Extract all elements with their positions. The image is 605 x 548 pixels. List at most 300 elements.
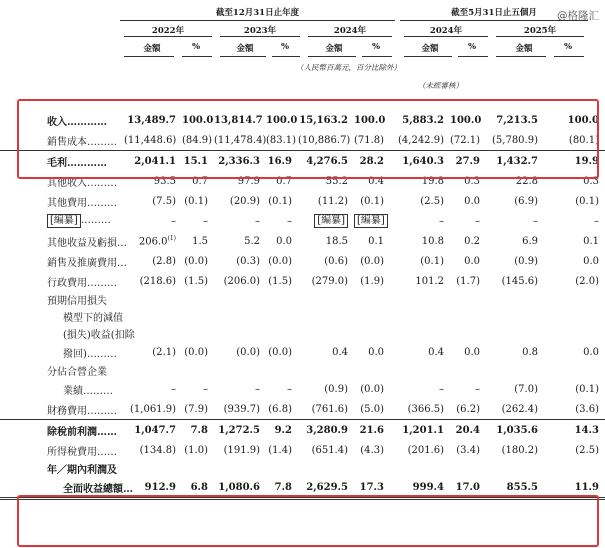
value: 1,272.5 <box>218 424 260 436</box>
value-cell <box>450 325 486 342</box>
value: (0.0) <box>236 346 260 358</box>
value-cell <box>214 342 266 362</box>
value: 0.0 <box>583 346 599 358</box>
row-label-cell <box>0 379 124 399</box>
value-cell <box>486 151 544 172</box>
value-cell <box>450 211 486 231</box>
table-row <box>0 291 605 308</box>
value: 1,080.6 <box>218 481 260 493</box>
row-label-cell <box>0 191 124 211</box>
value-cell <box>544 440 605 460</box>
table-row <box>0 308 605 325</box>
row-label-cell <box>0 130 124 151</box>
row-label: 模型下的減值 <box>63 313 123 324</box>
value: (0.0) <box>268 255 292 267</box>
value: (0.1) <box>268 195 292 207</box>
value: (11,478.4) <box>214 134 267 146</box>
value-cell <box>266 130 298 151</box>
row-label-cell <box>0 211 124 231</box>
value: 19.8 <box>421 175 444 187</box>
value: 9.2 <box>274 424 292 436</box>
value: 17.3 <box>359 481 384 493</box>
value-cell <box>182 211 214 231</box>
value-cell <box>266 251 298 271</box>
value-cell <box>390 231 450 251</box>
value: 206.0 <box>138 236 168 248</box>
value: 7.8 <box>274 481 292 493</box>
value-cell <box>450 342 486 362</box>
value-cell <box>266 191 298 211</box>
value-cell <box>354 477 390 499</box>
value: 1,201.1 <box>402 424 444 436</box>
table-row <box>0 251 605 271</box>
value: (80.1) <box>568 134 599 146</box>
value-cell <box>298 325 354 342</box>
value-cell <box>486 271 544 291</box>
value: (72.1) <box>450 134 481 146</box>
value-cell <box>124 362 182 379</box>
row-label-cell <box>0 271 124 291</box>
value: (7.5) <box>152 195 176 207</box>
row-label-cell <box>0 399 124 420</box>
value-cell <box>354 440 390 460</box>
value: 0.3 <box>464 175 480 187</box>
value-cell <box>354 151 390 172</box>
value: – <box>203 215 208 227</box>
row-label: 分佔合營企業 <box>47 367 107 378</box>
value-cell <box>266 420 298 441</box>
row-label: 財務費用 <box>47 405 87 417</box>
row-label-cell <box>0 251 127 271</box>
table-row <box>0 440 605 460</box>
row-label: 除稅前利潤 <box>47 426 97 438</box>
value-cell <box>450 379 486 399</box>
value-cell <box>390 271 450 291</box>
row-label-cell <box>0 342 124 362</box>
row-label: 其他收益及虧損 <box>47 237 117 249</box>
value: – <box>533 215 538 227</box>
value: 1,640.3 <box>402 155 444 167</box>
row-label-cell <box>0 110 124 130</box>
value: 19.9 <box>574 155 599 167</box>
value: 2,041.1 <box>134 155 176 167</box>
value-cell <box>266 171 298 191</box>
value: 0.7 <box>192 175 208 187</box>
value: (0.1) <box>360 195 384 207</box>
row-label-cell <box>0 420 124 441</box>
table-row <box>0 342 605 362</box>
table-row <box>0 211 605 231</box>
value-cell <box>298 191 354 211</box>
value-cell <box>390 211 450 231</box>
value-cell <box>298 231 354 251</box>
value: 1,432.7 <box>496 155 538 167</box>
value: 1,047.7 <box>134 424 176 436</box>
period-group-header: 截至5月31日止五個月 <box>451 8 537 18</box>
value-cell <box>486 251 544 271</box>
value-cell <box>182 151 214 172</box>
value-cell <box>390 460 450 477</box>
row-label-cell <box>0 291 124 308</box>
table-row <box>0 460 605 477</box>
value: 5.2 <box>244 235 260 247</box>
value-cell <box>124 251 182 271</box>
value: 0.0 <box>276 235 292 247</box>
value-cell <box>182 460 214 477</box>
value: 1,035.6 <box>496 424 538 436</box>
table-row <box>0 399 605 420</box>
value-cell <box>266 379 298 399</box>
value-cell <box>214 440 266 460</box>
value-cell <box>486 231 544 251</box>
value-cell <box>450 231 486 251</box>
value-cell <box>214 271 266 291</box>
value-cell <box>182 130 214 151</box>
row-leader-dots: ………… <box>67 116 107 128</box>
value-cell <box>450 291 486 308</box>
value-cell <box>354 308 390 325</box>
value: (11.2) <box>317 195 348 207</box>
row-leader-dots: ……… <box>86 348 117 360</box>
value-cell <box>298 420 354 441</box>
value-cell <box>450 271 486 291</box>
value: 0.4 <box>428 346 444 358</box>
pct-header-2024: % <box>371 42 381 52</box>
value: 7.8 <box>190 424 208 436</box>
amount-underline-2023 <box>220 56 266 57</box>
value: (1.4) <box>268 444 292 456</box>
value-cell <box>124 151 182 172</box>
value-cell <box>450 399 486 420</box>
table-row <box>0 171 605 191</box>
value-cell <box>182 271 214 291</box>
value-cell <box>266 231 298 251</box>
value-cell <box>124 399 182 420</box>
value: – <box>439 215 444 227</box>
value: 0.1 <box>368 235 384 247</box>
value: – <box>594 215 599 227</box>
value-cell <box>266 291 298 308</box>
value: (0.0) <box>184 346 208 358</box>
pct-header-2022: % <box>191 42 201 52</box>
value-cell <box>182 477 214 499</box>
year-group-header: 截至12月31日止年度 <box>215 8 300 18</box>
value-cell <box>354 130 390 151</box>
value-cell <box>390 308 450 325</box>
value-cell <box>124 379 182 399</box>
value: (0.0) <box>184 255 208 267</box>
value-cell <box>390 362 450 379</box>
value-cell <box>486 291 544 308</box>
row-label: (損失)收益(扣除 <box>63 330 135 341</box>
value-cell <box>298 342 354 362</box>
value: (218.6) <box>139 275 176 287</box>
value: (4.3) <box>360 444 384 456</box>
value-cell <box>124 130 182 151</box>
value-cell <box>214 325 266 342</box>
value-cell <box>298 362 354 379</box>
value: (0.0) <box>268 346 292 358</box>
value-cell <box>124 211 182 231</box>
value: – <box>287 383 292 395</box>
value: – <box>171 215 176 227</box>
value-cell <box>182 440 214 460</box>
value-cell <box>486 362 544 379</box>
row-label-cell <box>0 325 135 342</box>
value: (2.5) <box>420 195 444 207</box>
value: [編纂] <box>314 214 348 228</box>
value-cell <box>182 308 214 325</box>
value-cell <box>354 171 390 191</box>
value: 1.5 <box>192 235 208 247</box>
value: (0.0) <box>360 255 384 267</box>
value: 15,163.2 <box>299 114 348 126</box>
value: 100.0 <box>450 114 482 126</box>
value: (7.9) <box>184 403 208 415</box>
row-label-cell <box>0 231 127 251</box>
value-cell <box>486 399 544 420</box>
row-leader-dots: ……… <box>87 177 117 189</box>
row-leader-dots: ……… <box>87 136 117 148</box>
value-cell <box>298 308 354 325</box>
value: (279.0) <box>311 275 348 287</box>
value-cell <box>298 271 354 291</box>
value: (1.7) <box>456 275 480 287</box>
value: 93.5 <box>153 175 176 187</box>
value-cell <box>390 325 450 342</box>
watermark: @格隆汇 <box>557 10 599 22</box>
value-cell <box>354 211 390 231</box>
value: (0.9) <box>514 255 538 267</box>
value-cell <box>182 110 214 130</box>
value: (6.2) <box>456 403 480 415</box>
value-cell <box>354 191 390 211</box>
value-cell <box>124 271 182 291</box>
value-cell <box>354 399 390 420</box>
value-cell <box>450 308 486 325</box>
value-cell <box>544 151 605 172</box>
value: (5,780.9) <box>492 134 538 146</box>
period-group-underline <box>400 20 588 21</box>
value: (6.9) <box>514 195 538 207</box>
value-cell <box>354 342 390 362</box>
amount-header-2022: 金額 <box>143 44 161 54</box>
value-cell <box>486 130 544 151</box>
value: (939.7) <box>223 403 260 415</box>
value: [編纂] <box>354 214 388 228</box>
row-label: 全面收益總額 <box>63 483 123 495</box>
amount-underline-2025p <box>496 56 546 57</box>
table-row <box>0 420 605 441</box>
table-row <box>0 151 605 172</box>
value: (11,448.6) <box>124 134 177 146</box>
value: (20.9) <box>229 195 260 207</box>
value-cell <box>298 251 354 271</box>
amount-header-2025p: 金額 <box>515 44 533 54</box>
table-row <box>0 191 605 211</box>
row-leader-dots: …… <box>97 426 117 438</box>
value-cell <box>544 291 605 308</box>
value-cell <box>124 342 182 362</box>
value: (1,061.9) <box>130 403 176 415</box>
value-cell <box>298 379 354 399</box>
value: 100.0 <box>354 114 386 126</box>
value-cell <box>124 440 182 460</box>
highlight-box-total-comprehensive-income <box>17 495 599 547</box>
value-cell <box>544 308 605 325</box>
value: 0.4 <box>332 346 348 358</box>
value-cell <box>298 151 354 172</box>
value-cell <box>486 110 544 130</box>
value-cell <box>266 211 298 231</box>
value-cell <box>182 325 214 342</box>
value: (2.5) <box>575 444 599 456</box>
pct-underline-2024p <box>458 56 488 57</box>
value: (83.1) <box>266 134 297 146</box>
value: (2.8) <box>152 255 176 267</box>
period-underline-2025 <box>496 36 584 37</box>
row-label: 銷售成本 <box>47 136 87 148</box>
value-cell <box>544 420 605 441</box>
value: (134.8) <box>139 444 176 456</box>
value-cell <box>182 420 214 441</box>
value-cell <box>450 151 486 172</box>
value-cell <box>486 477 544 499</box>
value-cell <box>544 379 605 399</box>
value-cell <box>450 420 486 441</box>
period-header-2024: 2024年 <box>429 26 463 36</box>
value-cell <box>182 231 214 251</box>
value-cell <box>486 191 544 211</box>
value-cell <box>214 460 266 477</box>
value-cell <box>544 362 605 379</box>
value-cell <box>390 191 450 211</box>
value: (4,242.9) <box>398 134 444 146</box>
value-cell <box>486 211 544 231</box>
row-label: 銷售及推廣費用 <box>47 257 117 269</box>
value-cell <box>544 130 605 151</box>
value-cell <box>390 342 450 362</box>
table-row <box>0 379 605 399</box>
value: (2.1) <box>152 346 176 358</box>
income-statement-table <box>0 110 605 500</box>
value: (0.0) <box>360 383 384 395</box>
value-cell <box>214 308 266 325</box>
table-row <box>0 130 605 151</box>
value-cell <box>214 399 266 420</box>
value: (262.4) <box>501 403 538 415</box>
row-label: 預期信用損失 <box>47 296 107 307</box>
row-leader-dots: ……… <box>87 405 117 417</box>
value-cell <box>298 440 354 460</box>
row-label-cell <box>0 440 124 460</box>
value: (201.6) <box>407 444 444 456</box>
value-cell <box>266 477 298 499</box>
unit-note: （人民幣百萬元，百分比除外） <box>296 63 401 72</box>
unaudited-note: （未經審核） <box>418 81 463 90</box>
row-label: [編纂] <box>47 214 81 228</box>
row-label-cell <box>0 151 124 172</box>
row-label: 撥回) <box>63 348 87 360</box>
year-group-underline <box>120 20 395 21</box>
row-label: 年／期內利潤及 <box>47 465 117 476</box>
period-underline-2024 <box>404 36 488 37</box>
value-cell <box>298 477 354 499</box>
value-cell <box>354 460 390 477</box>
value-cell <box>182 171 214 191</box>
table-row <box>0 362 605 379</box>
value-cell <box>450 171 486 191</box>
row-leader-dots: …… <box>97 446 117 458</box>
value-cell <box>390 440 450 460</box>
value-cell <box>544 477 605 499</box>
value-cell <box>266 342 298 362</box>
value: 5,883.2 <box>402 114 444 126</box>
amount-header-2024p: 金額 <box>421 44 439 54</box>
value-cell <box>124 308 182 325</box>
value-cell <box>390 420 450 441</box>
value-cell <box>390 379 450 399</box>
value-cell <box>544 110 605 130</box>
value: 912.9 <box>144 481 176 493</box>
value: (3.6) <box>575 403 599 415</box>
amount-header-2024: 金額 <box>325 44 343 54</box>
value: (1.0) <box>184 444 208 456</box>
pct-underline-2025p <box>554 56 584 57</box>
pct-underline-2024 <box>362 56 392 57</box>
pct-header-2025p: % <box>563 42 573 52</box>
value-cell <box>298 291 354 308</box>
value: 0.7 <box>276 175 292 187</box>
value: (1.9) <box>360 275 384 287</box>
amount-underline-2024p <box>404 56 452 57</box>
row-leader-dots: ……… <box>87 277 117 289</box>
value-cell <box>182 342 214 362</box>
value-cell <box>298 171 354 191</box>
value-cell <box>544 191 605 211</box>
value: (2.0) <box>575 275 599 287</box>
value: 100.0 <box>182 114 214 126</box>
table-row <box>0 325 605 342</box>
value-cell <box>450 191 486 211</box>
value-cell <box>266 151 298 172</box>
value: 15.1 <box>183 155 208 167</box>
value-cell <box>214 231 266 251</box>
value-cell <box>544 231 605 251</box>
value-cell <box>214 191 266 211</box>
value: 27.9 <box>455 155 480 167</box>
value: 0.1 <box>583 235 599 247</box>
table-row <box>0 271 605 291</box>
table-row <box>0 231 605 251</box>
value-cell <box>266 308 298 325</box>
value: – <box>287 215 292 227</box>
value-cell <box>450 362 486 379</box>
row-label: 行政費用 <box>47 277 87 289</box>
footnote-marker: (1) <box>167 234 176 242</box>
table-row <box>0 110 605 130</box>
value: (0.1) <box>575 383 599 395</box>
row-label-cell <box>0 460 124 477</box>
value-cell <box>124 110 182 130</box>
value: 2,336.3 <box>218 155 260 167</box>
row-leader-dots: ……… <box>80 215 111 226</box>
row-label: 其他費用 <box>47 197 87 209</box>
value: 16.9 <box>267 155 292 167</box>
value: (761.6) <box>311 403 348 415</box>
value-cell <box>390 151 450 172</box>
value: 0.0 <box>583 255 599 267</box>
